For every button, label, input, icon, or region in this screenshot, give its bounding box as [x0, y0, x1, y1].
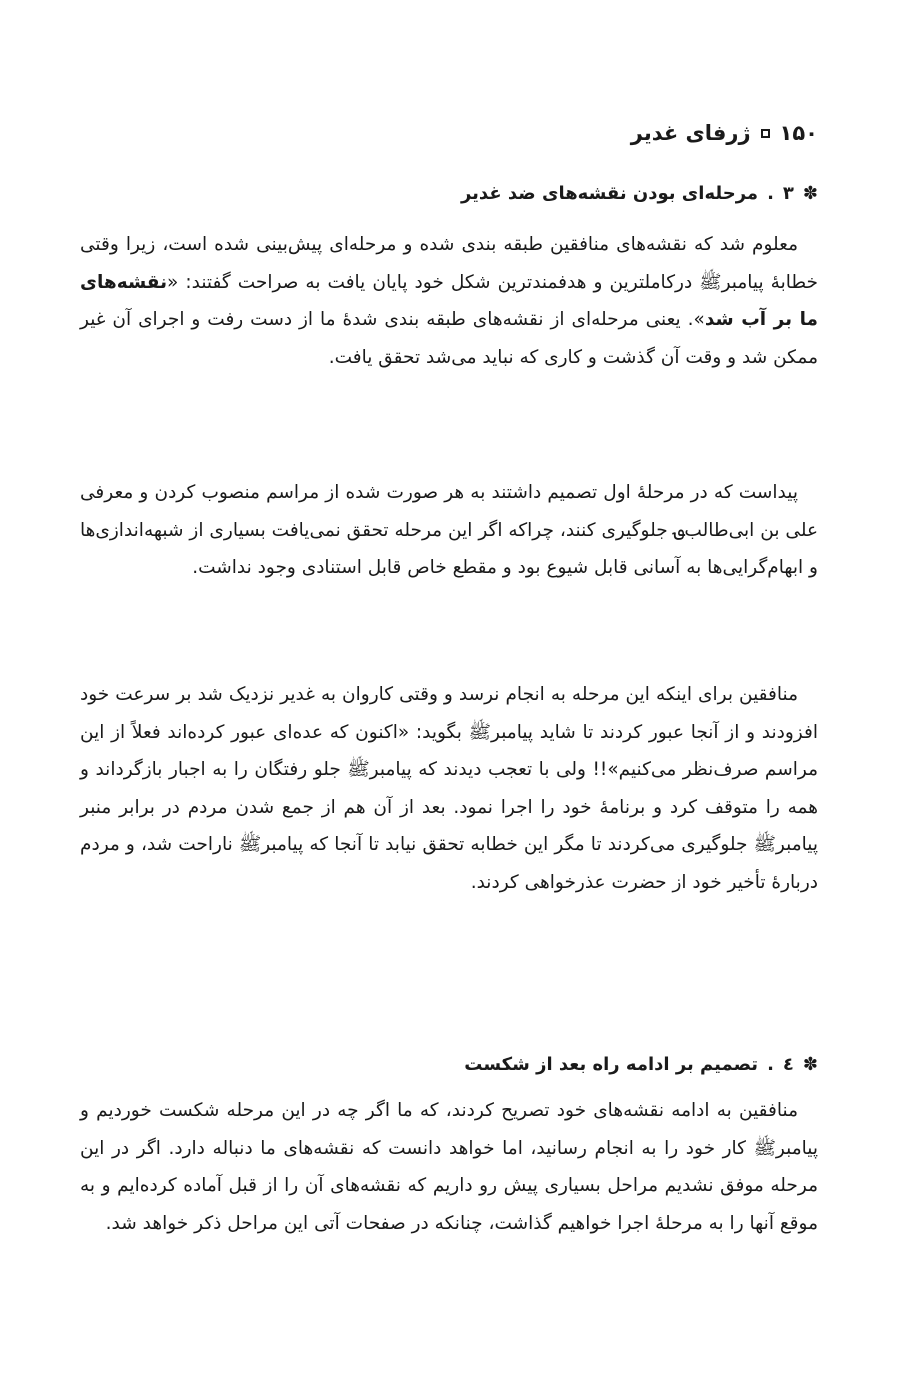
heading-dot: . — [767, 1053, 774, 1075]
book-page — [80, 0, 818, 1393]
paragraph — [80, 1092, 818, 1242]
paragraph — [80, 226, 818, 376]
paragraph-text: ». یعنی مرحله‌ای از نقشه‌های طبقه بندی شدهٔ ما از دست رفت و اجرای آن غیر ممکن شد و وقت آن گذشت و کاری که نباید می‌شد تحقق یافت. — [80, 309, 818, 368]
paragraph-text: منافقین به ادامه نقشه‌های خود تصریح کردند، که ما اگر چه در این مرحله شکست خوردیم و پیامبرﷺ کار خود را به انجام رسانید، اما خواهد دانست که نقشه‌های ما دنباله دارد. اگر در این مرحله موفق نشدیم مراحل بسیاری پیش رو داریم که نقشه‌های آن را از قبل آماده کرده‌ایم و به موقع آنها را به مرحلهٔ اجرا خواهیم گذاشت، چنانکه در صفحات آتی این مراحل ذکر خواهد شد. — [80, 1100, 818, 1234]
asterisk-bullet-icon: ✽ — [802, 182, 818, 204]
section-title: تصمیم بر ادامه راه بعد از شکست — [464, 1053, 759, 1075]
section-title: مرحله‌ای بودن نقشه‌های ضد غدیر — [460, 182, 759, 204]
asterisk-bullet-icon: ✽ — [802, 1053, 818, 1075]
section-heading — [464, 1047, 818, 1081]
paragraph-text: منافقین برای اینکه این مرحله به انجام نرسد و وقتی کاروان به غدیر نزدیک شد بر سرعت خود افزودند و از آنجا عبور کردند تا شاید پیامبرﷺ بگوید: «اکنون که عده‌ای عبور کرده‌اند فعلاً از این مراسم صرف‌نظر می‌کنیم»!! ولی با تعجب دیدند که پیامبرﷺ جلو رفتگان را به اجبار بازگرداند و همه را متوقف کرد و برنامهٔ خود را اجرا نمود. بعد از آن هم از جمع شدن مردم در برابر منبر پیامبرﷺ جلوگیری می‌کردند تا مگر این خطابه تحقق نیابد تا آنجا که پیامبرﷺ ناراحت شد، و مردم دربارهٔ تأخیر خود از حضرت عذرخواهی کردند. — [80, 684, 818, 893]
section-heading — [461, 176, 818, 210]
book-title: ژرفای غدیر — [630, 121, 751, 145]
section-number: ۳ — [782, 182, 794, 204]
paragraph — [80, 474, 818, 587]
paragraph — [80, 676, 818, 901]
bold-quote: نقشه‌های ما بر آب شد — [80, 271, 819, 330]
running-header — [631, 118, 818, 148]
paragraph-text: معلوم شد که نقشه‌های منافقین طبقه بندی شده و مرحله‌ای پیش‌بینی شده است، زیرا وقتی خطابهٔ پیامبرﷺ درکاملترین و هدفمندترین شکل خود پایان یافت به صراحت گفتند: « — [80, 234, 818, 293]
section-number: ٤ — [782, 1053, 794, 1075]
heading-dot: . — [767, 182, 774, 204]
paragraph-text: پیداست که در مرحلهٔ اول تصمیم داشتند به هر صورت شده از مراسم منصوب کردن و معرفی علی بن ابی‌طالب؈ جلوگیری کنند، چراکه اگر این مرحله تحقق نمی‌یافت بسیاری از شبهه‌اندازی‌ها و ابهام‌گرایی‌ها به آسانی قابل شیوع بود و مقطع خاص قابل استنادی وجود نداشت. — [80, 482, 818, 578]
page-number: ۱۵۰ — [779, 121, 818, 145]
square-separator-icon — [761, 129, 770, 138]
